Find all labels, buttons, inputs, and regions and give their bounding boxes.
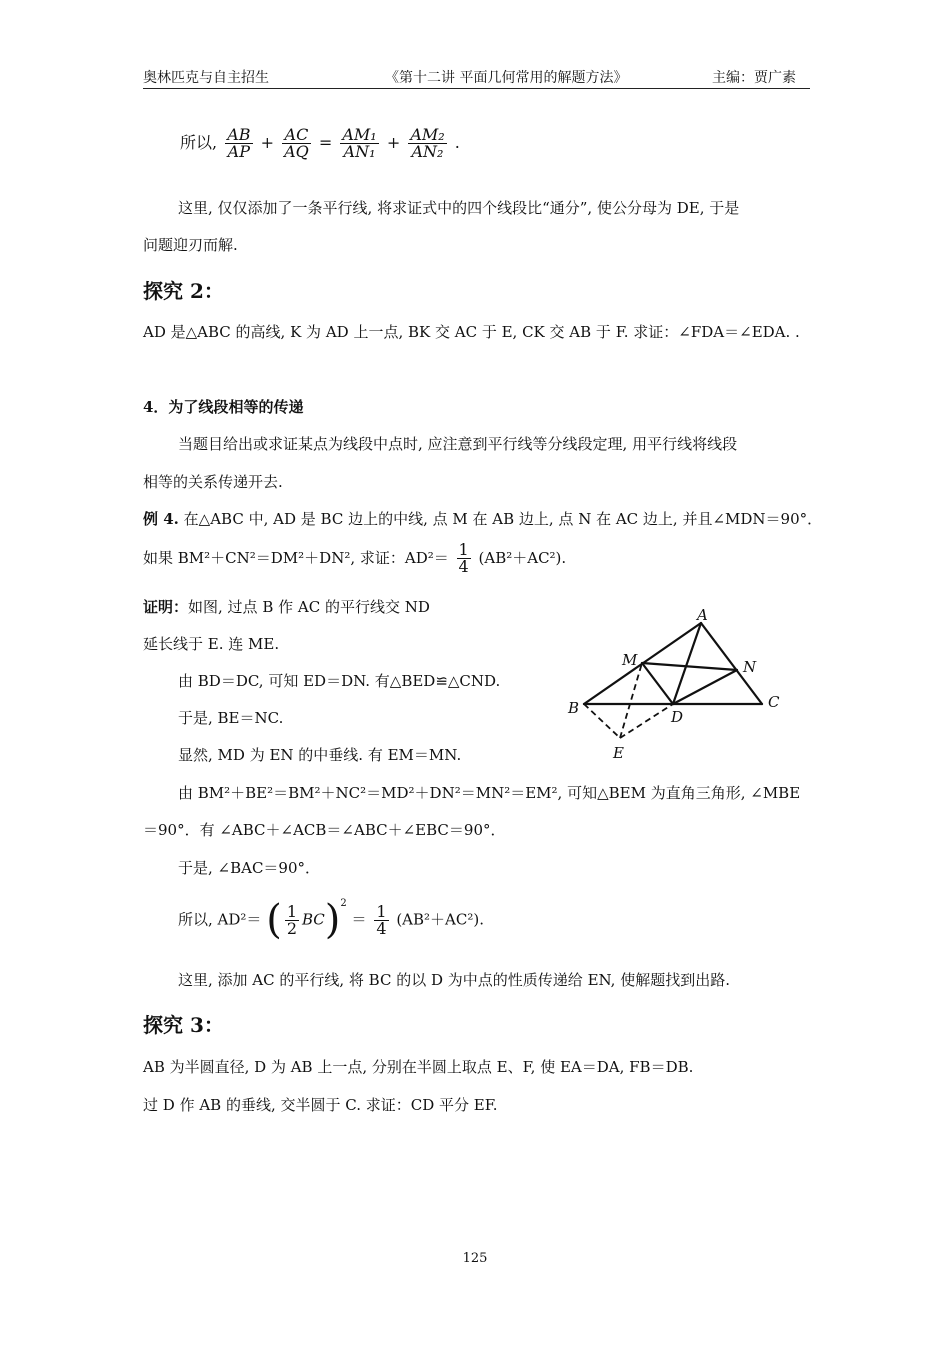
explore-3-line-1: AB 为半圆直径, D 为 AB 上一点, 分别在半圆上取点 E、F, 使 EA＝DA, FB＝DB. [143,1058,694,1076]
fraction-ac-aq: $\frac{AC}{AQ}$ [284,125,309,161]
segment-mn [642,663,737,670]
geometry-figure [560,600,790,775]
section-4-intro-line-1: 当题目给出或求证某点为线段中点时, 应注意到平行线等分线段定理, 用平行线将线段 [178,435,738,453]
fraction-one-quarter: $\frac{1}{4}$ [458,540,469,576]
proof-line-7: ＝90°．有 ∠ABC＋∠ACB＝∠ABC＋∠EBC＝90°． [143,821,506,839]
proof-line-6: 由 BM²＋BE²＝BM²＋NC²＝MD²＋DN²＝MN²＝EM², 可知△BEM 为直角三角形, ∠MBE [178,784,801,802]
fraction-ab-ap: $\frac{AB}{AP}$ [227,125,251,161]
example-4-condition: 如果 BM²＋CN²＝DM²＋DN², 求证：AD²＝ [143,549,449,567]
formula-1 [180,127,460,160]
header-rule [143,88,810,89]
proof-line-1 [143,600,430,615]
equals-sign: = [318,133,333,152]
fraction-am1-an1: $\frac{\text{AM₁}}{\text{AN₁}}$ [342,125,377,161]
final-formula-tail: (AB²＋AC²). [396,910,484,929]
formula-1-lead: 所以, [180,133,218,152]
final-equals: ＝ [351,910,367,929]
header-center: 《第十二讲 平面几何常用的解题方法》 [385,70,628,86]
proof-line-5: 显然, MD 为 EN 的中垂线. 有 EM＝MN. [178,746,462,764]
segment-bc: BC [302,910,325,929]
proof-line-8: 于是, ∠BAC＝90°． [178,859,321,877]
page-number: 125 [462,1251,488,1266]
header-right: 主编：贾广素 [712,70,796,86]
label-b: B [568,699,580,717]
segment-be [584,704,620,738]
fraction-one-quarter-2: $\frac{1}{4}$ [376,901,387,938]
label-c: C [768,693,780,711]
plus-sign-2: + [386,133,401,152]
explore-3-title: 探究 3： [143,1013,224,1037]
plus-sign: + [260,133,274,152]
label-d: D [671,708,684,726]
label-m: M [622,651,638,669]
label-e: E [613,744,624,762]
proof-label: 证明： [143,598,189,616]
right-paren: ) [324,897,341,943]
fraction-one-half: $\frac{1}{2}$ [286,901,297,938]
example-4-label: 例 4. [143,510,179,528]
segment-ed [620,704,673,738]
example-4-statement: 在△ABC 中, AD 是 BC 边上的中线, 点 M 在 AB 边上, 点 N 在 AC 边上, 并且∠MDN＝90°． [183,510,823,528]
paragraph-1-line-1: 这里, 仅仅添加了一条平行线, 将求证式中的四个线段比“通分”, 使公分母为 DE, 于是 [178,199,740,217]
period: . [454,133,460,152]
example-4-conclusion: (AB²＋AC²). [478,549,567,567]
proof-line-2: 延长线于 E. 连 ME. [143,635,280,653]
proof-text-1: 如图, 过点 B 作 AC 的平行线交 ND [188,598,430,616]
fraction-am2-an2: $\frac{\text{AM₂}}{\text{AN₂}}$ [410,125,445,161]
proof-final-formula [178,897,484,943]
proof-remark: 这里, 添加 AC 的平行线, 将 BC 的以 D 为中点的性质传递给 EN, 使解题找到出路. [178,971,730,989]
paragraph-1-line-2: 问题迎刃而解. [143,236,238,254]
label-n: N [743,658,757,676]
explore-2-title: 探究 2： [143,279,224,303]
explore-3-line-2: 过 D 作 AB 的垂线, 交半圆于 C. 求证：CD 平分 EF. [143,1096,498,1114]
final-formula-lead: 所以, AD²＝ [178,910,262,929]
explore-2-text: AD 是△ABC 的高线, K 为 AD 上一点, BK 交 AC 于 E, CK 交 AB 于 F. 求证：∠FDA＝∠EDA. . [143,323,800,341]
header-left: 奥林匹克与自主招生 [143,70,269,86]
left-paren: ( [266,897,282,943]
proof-line-4: 于是, BE＝NC. [178,709,284,727]
example-4-line-1 [143,512,822,527]
section-4-title: 4．为了线段相等的传递 [143,398,304,416]
proof-line-3: 由 BD＝DC, 可知 ED＝DN. 有△BED≌△CND. [178,672,501,690]
segment-md [642,663,673,704]
section-4-intro-line-2: 相等的关系传递开去. [143,473,283,491]
label-a: A [697,606,708,624]
square-exponent: 2 [340,898,347,909]
example-4-line-2 [143,542,566,575]
